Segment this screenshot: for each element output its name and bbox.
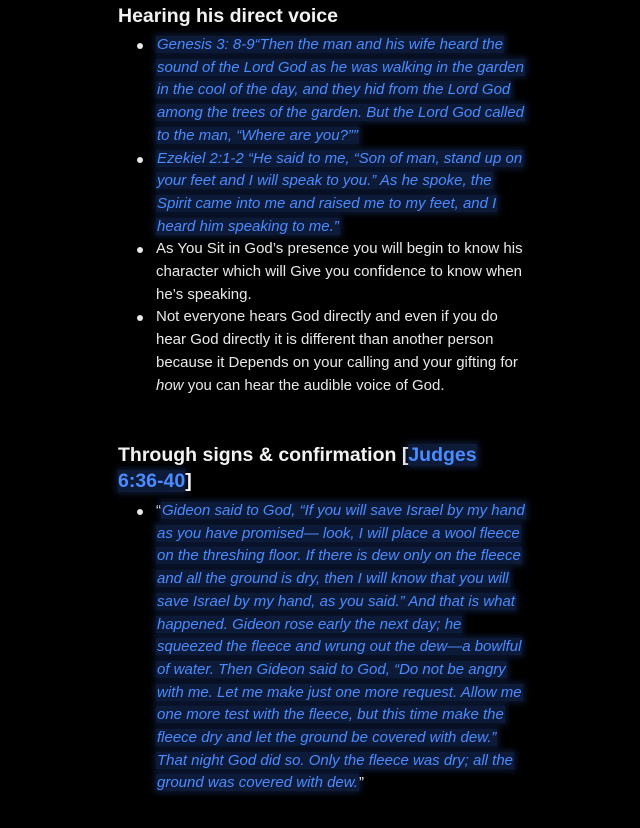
heading-text: Through signs & confirmation [ — [118, 444, 409, 466]
list-item — [156, 238, 528, 306]
verse-ezekiel: Ezekiel 2:1-2 “He said to me, “Son of man, stand up on your feet and I will speak to you.” As he spoke, the Spirit came into me and raised me to my feet, and I heard him speaking to me.” — [157, 149, 523, 235]
bullet-icon — [137, 43, 143, 49]
note-text: As You Sit in God’s presence you will begin to know his character which will Give you confidence to know when he’s speaking. — [156, 240, 523, 303]
signs-list — [156, 500, 528, 795]
section-heading-direct-voice: Hearing his direct voice — [118, 5, 338, 27]
list-item — [156, 306, 528, 397]
bullet-icon — [137, 509, 143, 515]
heading-bracket: ] — [185, 470, 192, 492]
note-text-emphasis: how — [156, 376, 184, 394]
list-item — [156, 148, 528, 239]
verse-judges: Gideon said to God, “If you will save Israel by my hand as you have promised— look, I will place a wool fleece on the threshing floor. If there is dew only on the fleece and all the ground is dry, then I will know that you will save Israel by my hand, as you said.” And that is what happened. Gideon rose early the next day; he squeezed the fleece and wrung out the dew—a bowlful of water. Then Gideon said to God, “Do not be angry with me. Let me make just one more request. Allow me one more test with the fleece, but this time make the fleece dry and let the ground be covered with dew.” That night God did so. Only the fleece was dry; all the ground was covered with dew. — [157, 502, 525, 792]
bullet-icon — [137, 247, 143, 253]
verse-genesis: Genesis 3: 8-9“Then the man and his wife heard the sound of the Lord God as he was walking in the garden in the cool of the day, and they hid from the Lord God among the trees of the garden. But the Lord God called to the man, “Where are you?”” — [157, 36, 524, 144]
scripture-link-judges[interactable]: Judges 6:36-40 — [118, 444, 477, 492]
bullet-icon — [137, 157, 143, 163]
close-quote: ” — [358, 774, 364, 792]
section-heading-signs — [118, 442, 518, 494]
note-text — [156, 308, 518, 393]
note-text-start: Not everyone hears God directly and even if you do hear God directly it is different than another person because it Depends on your calling and your gifting for — [156, 308, 518, 371]
list-item — [156, 34, 528, 148]
open-quote: “ — [156, 502, 161, 519]
list-item — [156, 500, 528, 795]
bullet-icon — [137, 315, 143, 321]
note-text-end: you can hear the audible voice of God. — [183, 376, 445, 394]
direct-voice-list — [156, 34, 528, 397]
